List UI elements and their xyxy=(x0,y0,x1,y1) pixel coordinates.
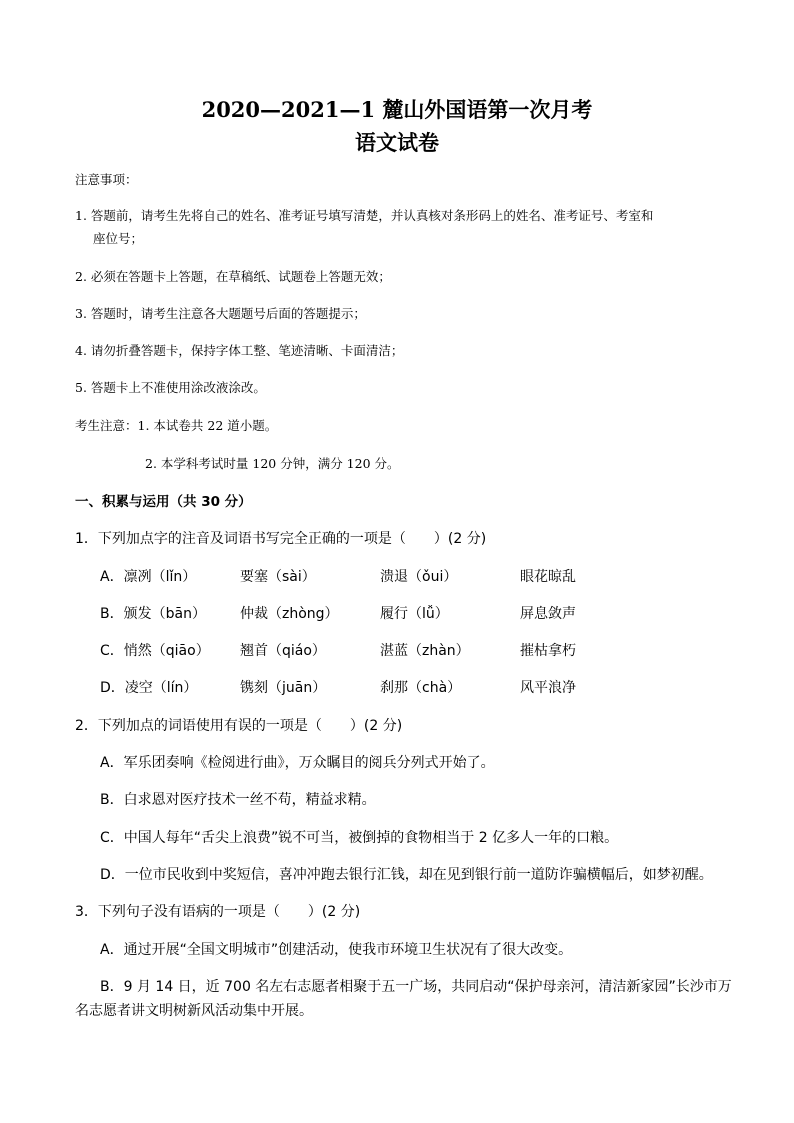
q1-option-b-word1: B．颁发（bān） xyxy=(100,606,206,622)
q3-option-a: A．通过开展“全国文明城市”创建活动，使我市环境卫生状况有了很大改变。 xyxy=(100,942,573,958)
candidate-note-2: 2. 本学科考试时量 120 分钟，满分 120 分。 xyxy=(145,456,400,471)
q2-option-c: C．中国人每年“舌尖上浪费”锐不可当，被倒掉的食物相当于 2 亿多人一年的口粮。 xyxy=(100,830,619,846)
q1-option-d-word2: 镌刻（juān） xyxy=(240,680,327,696)
q1-option-d-word3: 刹那（chà） xyxy=(380,680,462,696)
note-item-3: 3. 答题时，请考生注意各大题题号后面的答题提示； xyxy=(75,306,366,321)
q2-option-d: D．一位市民收到中奖短信，喜冲冲跑去银行汇钱，却在见到银行前一道防诈骗横幅后，如梦初醒。 xyxy=(100,867,713,883)
q1-option-d-word1: D．凌空（lín） xyxy=(100,680,198,696)
q3-option-b: B．9 月 14 日，近 700 名左右志愿者相聚于五一广场，共同启动“保护母亲河，清洁新家园”长沙市万 xyxy=(100,979,732,995)
note-item-2: 2. 必须在答题卡上答题，在草稿纸、试题卷上答题无效； xyxy=(75,269,391,284)
q1-option-c-word2: 翘首（qiáo） xyxy=(240,643,326,659)
exam-subtitle: 语文试卷 xyxy=(355,130,439,155)
q2-option-b: B．白求恩对医疗技术一丝不苟，精益求精。 xyxy=(100,792,376,808)
question-1-stem: 1．下列加点字的注音及词语书写完全正确的一项是（ ）(2 分) xyxy=(75,531,487,547)
q3-option-b-cont: 名志愿者讲文明树新风活动集中开展。 xyxy=(75,1003,313,1019)
note-item-5: 5. 答题卡上不准使用涂改液涂改。 xyxy=(75,380,266,395)
q1-option-b-word3: 履行（lǚ） xyxy=(380,606,449,622)
section-heading: 一、积累与运用（共 30 分） xyxy=(75,494,252,510)
q1-option-c-word4: 摧枯拿朽 xyxy=(520,643,576,659)
q1-option-a-word3: 溃退（ǒui） xyxy=(380,569,458,585)
notes-heading: 注意事项： xyxy=(75,172,138,187)
note-item-1: 1. 答题前，请考生先将自己的姓名、准考证号填写清楚，并认真核对条形码上的姓名、准考证号、考室和 xyxy=(75,208,654,223)
q1-option-b-word4: 屏息敛声 xyxy=(520,606,576,622)
q1-option-a-word1: A．凛冽（lǐn） xyxy=(100,569,197,585)
q2-option-a: A．军乐团奏响《检阅进行曲》，万众瞩目的阅兵分列式开始了。 xyxy=(100,755,495,771)
q1-option-b-word2: 仲裁（zhòng） xyxy=(240,606,339,622)
q1-option-d-word4: 风平浪净 xyxy=(520,680,576,696)
question-3-stem: 3．下列句子没有语病的一项是（ ）(2 分) xyxy=(75,904,361,920)
q1-option-a-word2: 要塞（sài） xyxy=(240,569,316,585)
q1-option-c-word3: 湛蓝（zhàn） xyxy=(380,643,470,659)
exam-title: 2020—2021—1 麓山外国语第一次月考 xyxy=(201,97,593,122)
question-2-stem: 2．下列加点的词语使用有误的一项是（ ）(2 分) xyxy=(75,718,403,734)
candidate-note-1: 考生注意：1. 本试卷共 22 道小题。 xyxy=(75,418,278,433)
q1-option-c-word1: C．悄然（qiāo） xyxy=(100,643,210,659)
note-item-4: 4. 请勿折叠答题卡，保持字体工整、笔迹清晰、卡面清洁； xyxy=(75,343,404,358)
note-item-1-cont: 座位号； xyxy=(93,231,144,246)
q1-option-a-word4: 眼花晾乱 xyxy=(520,569,576,585)
